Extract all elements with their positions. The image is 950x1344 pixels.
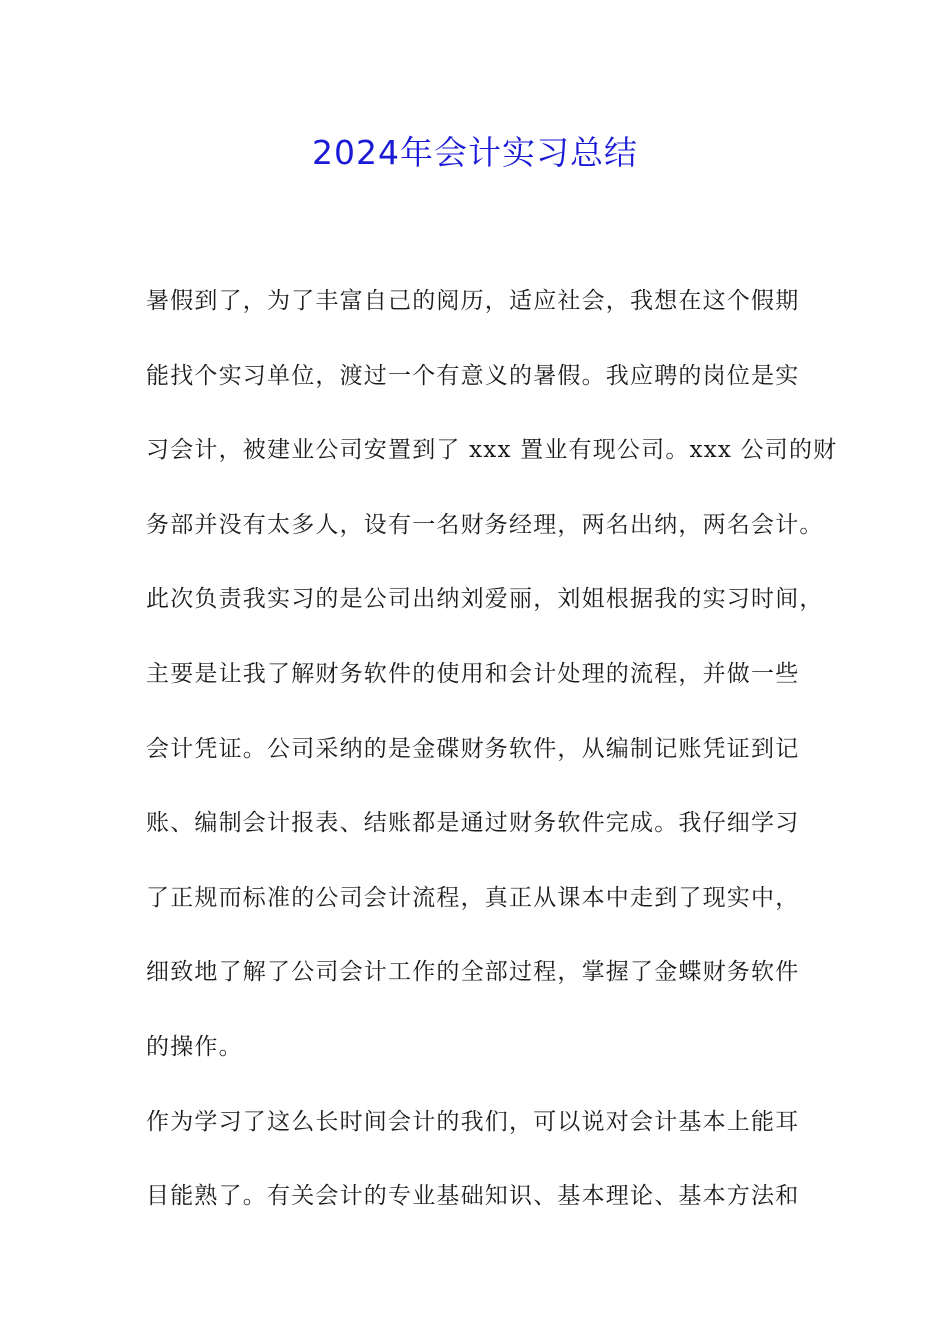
body-line: 目能熟了。有关会计的专业基础知识、基本理论、基本方法和: [146, 1183, 800, 1210]
body-line: 能找个实习单位，渡过一个有意义的暑假。我应聘的岗位是实: [146, 362, 800, 389]
body-line: 习会计，被建业公司安置到了 xxx 置业有现公司。xxx 公司的财: [146, 437, 838, 464]
body-line: 此次负责我实习的是公司出纳刘爱丽，刘姐根据我的实习时间，: [146, 586, 824, 613]
body-line: 务部并没有太多人，设有一名财务经理，两名出纳，两名会计。: [146, 511, 824, 538]
body-line: 主要是让我了解财务软件的使用和会计处理的流程，并做一些: [146, 660, 800, 687]
body-line: 暑假到了，为了丰富自己的阅历，适应社会，我想在这个假期: [146, 288, 800, 314]
body-line: 作为学习了这么长时间会计的我们，可以说对会计基本上能耳: [146, 1108, 800, 1135]
body-line: 了正规而标准的公司会计流程，真正从课本中走到了现实中，: [146, 884, 800, 911]
body-line: 的操作。: [146, 1033, 243, 1060]
document-title: 2024年会计实习总结: [312, 133, 638, 172]
document-body: [146, 264, 836, 1234]
body-line: 账、编制会计报表、结账都是通过财务软件完成。我仔细学习: [146, 810, 800, 837]
body-line: 细致地了解了公司会计工作的全部过程，掌握了金蝶财务软件: [146, 959, 800, 986]
body-line: 会计凭证。公司采纳的是金碟财务软件，从编制记账凭证到记: [146, 735, 800, 762]
